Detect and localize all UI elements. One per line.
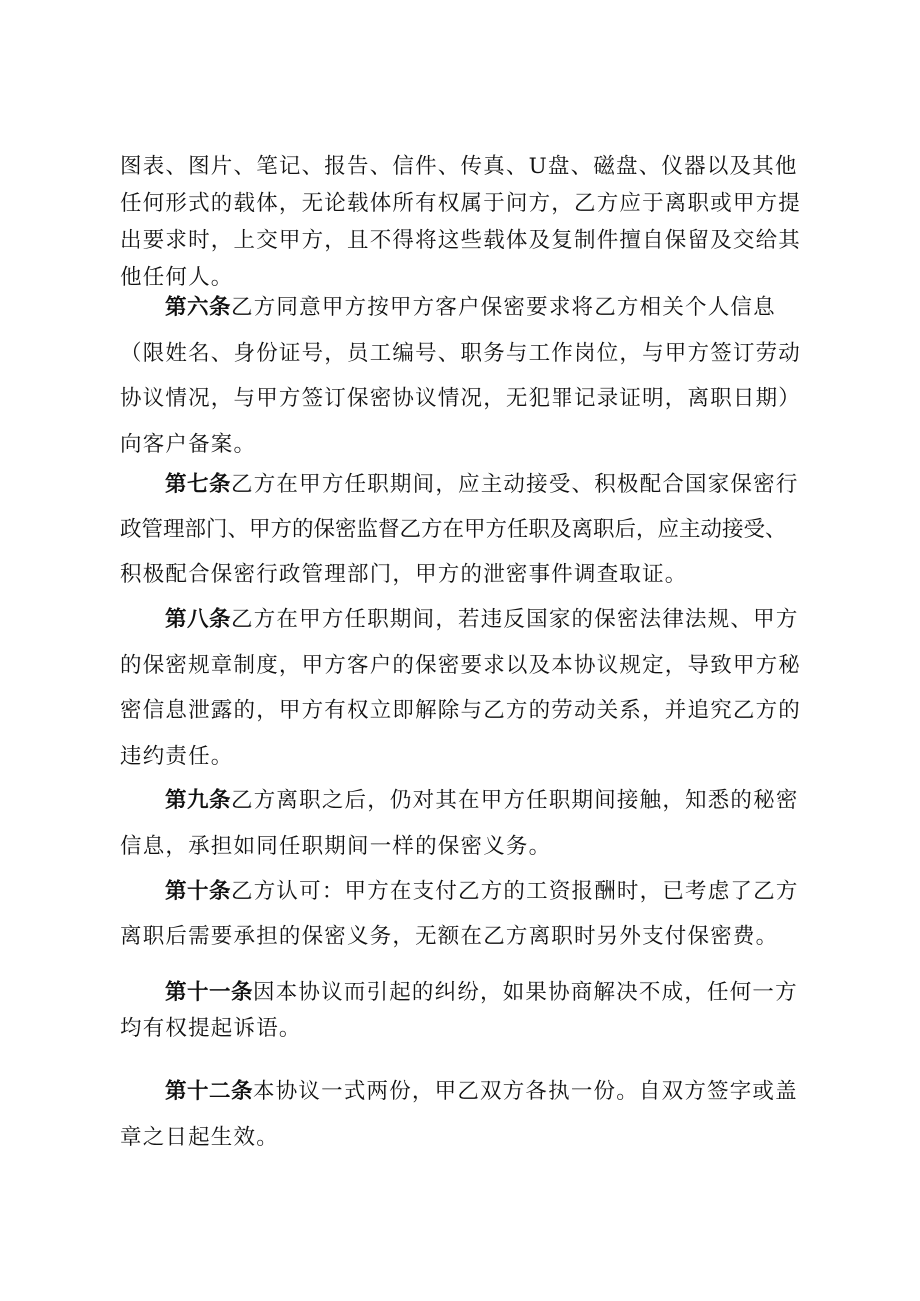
paragraph-line: 协议情况，与甲方签订保密协议情况，无犯罪记录证明，离职日期）: [120, 386, 802, 411]
article-text: 乙方认可：甲方在支付乙方的工资报酬时，已考虑了乙方: [231, 879, 799, 904]
article-heading: 第十二条: [165, 1079, 254, 1104]
article-7: [120, 462, 810, 597]
article-10: [120, 869, 810, 959]
article-first-line: [120, 462, 810, 507]
article-9: [120, 778, 810, 869]
intro-paragraph: [120, 148, 810, 296]
article-12: [120, 1069, 810, 1160]
paragraph-line: 他任何人。: [120, 265, 234, 290]
paragraph-line: 密信息泄露的，甲方有权立即解除与乙方的劳动关系，并追究乙方的: [120, 698, 802, 723]
article-first-line: [120, 975, 810, 1011]
article-heading: 第七条: [165, 472, 232, 497]
paragraph-line: 图表、图片、笔记、报告、信件、传真、U盘、磁盘、仪器以及其他: [120, 154, 798, 179]
article-text: 乙方同意甲方按甲方客户保密要求将乙方相关个人信息: [231, 295, 776, 320]
article-6: [120, 285, 810, 467]
article-text: 本协议一式两份，甲乙双方各执一份。自双方签字或盖: [253, 1079, 798, 1104]
article-first-line: [120, 1069, 810, 1115]
paragraph-line: 的保密规章制度，甲方客户的保密要求以及本协议规定，导致甲方秘: [120, 652, 802, 678]
article-heading: 第十一条: [165, 980, 254, 1005]
paragraph-line: 积极配合保密行政管理部门，甲方的泄密事件调查取证。: [120, 562, 688, 587]
article-first-line: [120, 869, 810, 914]
article-text: 乙方在甲方任职期间，若违反国家的保密法律法规、甲方: [231, 607, 799, 632]
paragraph-line: 任何形式的载体，无论载体所有权属于问方，乙方应于离职或甲方提: [120, 191, 802, 216]
paragraph-line: 向客户备案。: [120, 431, 257, 457]
paragraph-line: 离职后需要承担的保密义务，无额在乙方离职时另外支付保密费。: [120, 924, 779, 949]
article-heading: 第八条: [165, 607, 232, 632]
article-text: 乙方在甲方任职期间，应主动接受、积极配合国家保密行: [231, 472, 799, 497]
paragraph-line: 政管理部门、甲方的保密监督乙方在甲方任职及离职后，应主动接受、: [120, 517, 787, 542]
article-heading: 第十条: [165, 879, 232, 904]
article-first-line: [120, 597, 810, 643]
article-11: [120, 975, 810, 1047]
article-text: 乙方离职之后，仍对其在甲方任职期间接触，知悉的秘密: [231, 788, 799, 813]
paragraph-line: 出要求时，上交甲方，且不得将这些载体及复制件擅自保留及交给其: [120, 228, 802, 253]
paragraph-line: 章之日起生效。: [120, 1124, 279, 1150]
paragraph-line: 信息，承担如同任职期间一样的保密义务。: [120, 833, 552, 859]
article-first-line: [120, 778, 810, 824]
paragraph-line: （限姓名、身份证号，员工编号、职务与工作岗位，与甲方签订劳动: [120, 340, 802, 366]
paragraph-line: 违约责任。: [120, 743, 234, 769]
paragraph-line: 均有权提起诉语。: [120, 1016, 302, 1041]
article-8: [120, 597, 810, 779]
article-first-line: [120, 285, 810, 331]
article-text: 因本协议而引起的纠纷，如果协商解决不成，任何一方: [253, 980, 798, 1005]
article-heading: 第九条: [165, 788, 232, 813]
article-heading: 第六条: [165, 295, 232, 320]
